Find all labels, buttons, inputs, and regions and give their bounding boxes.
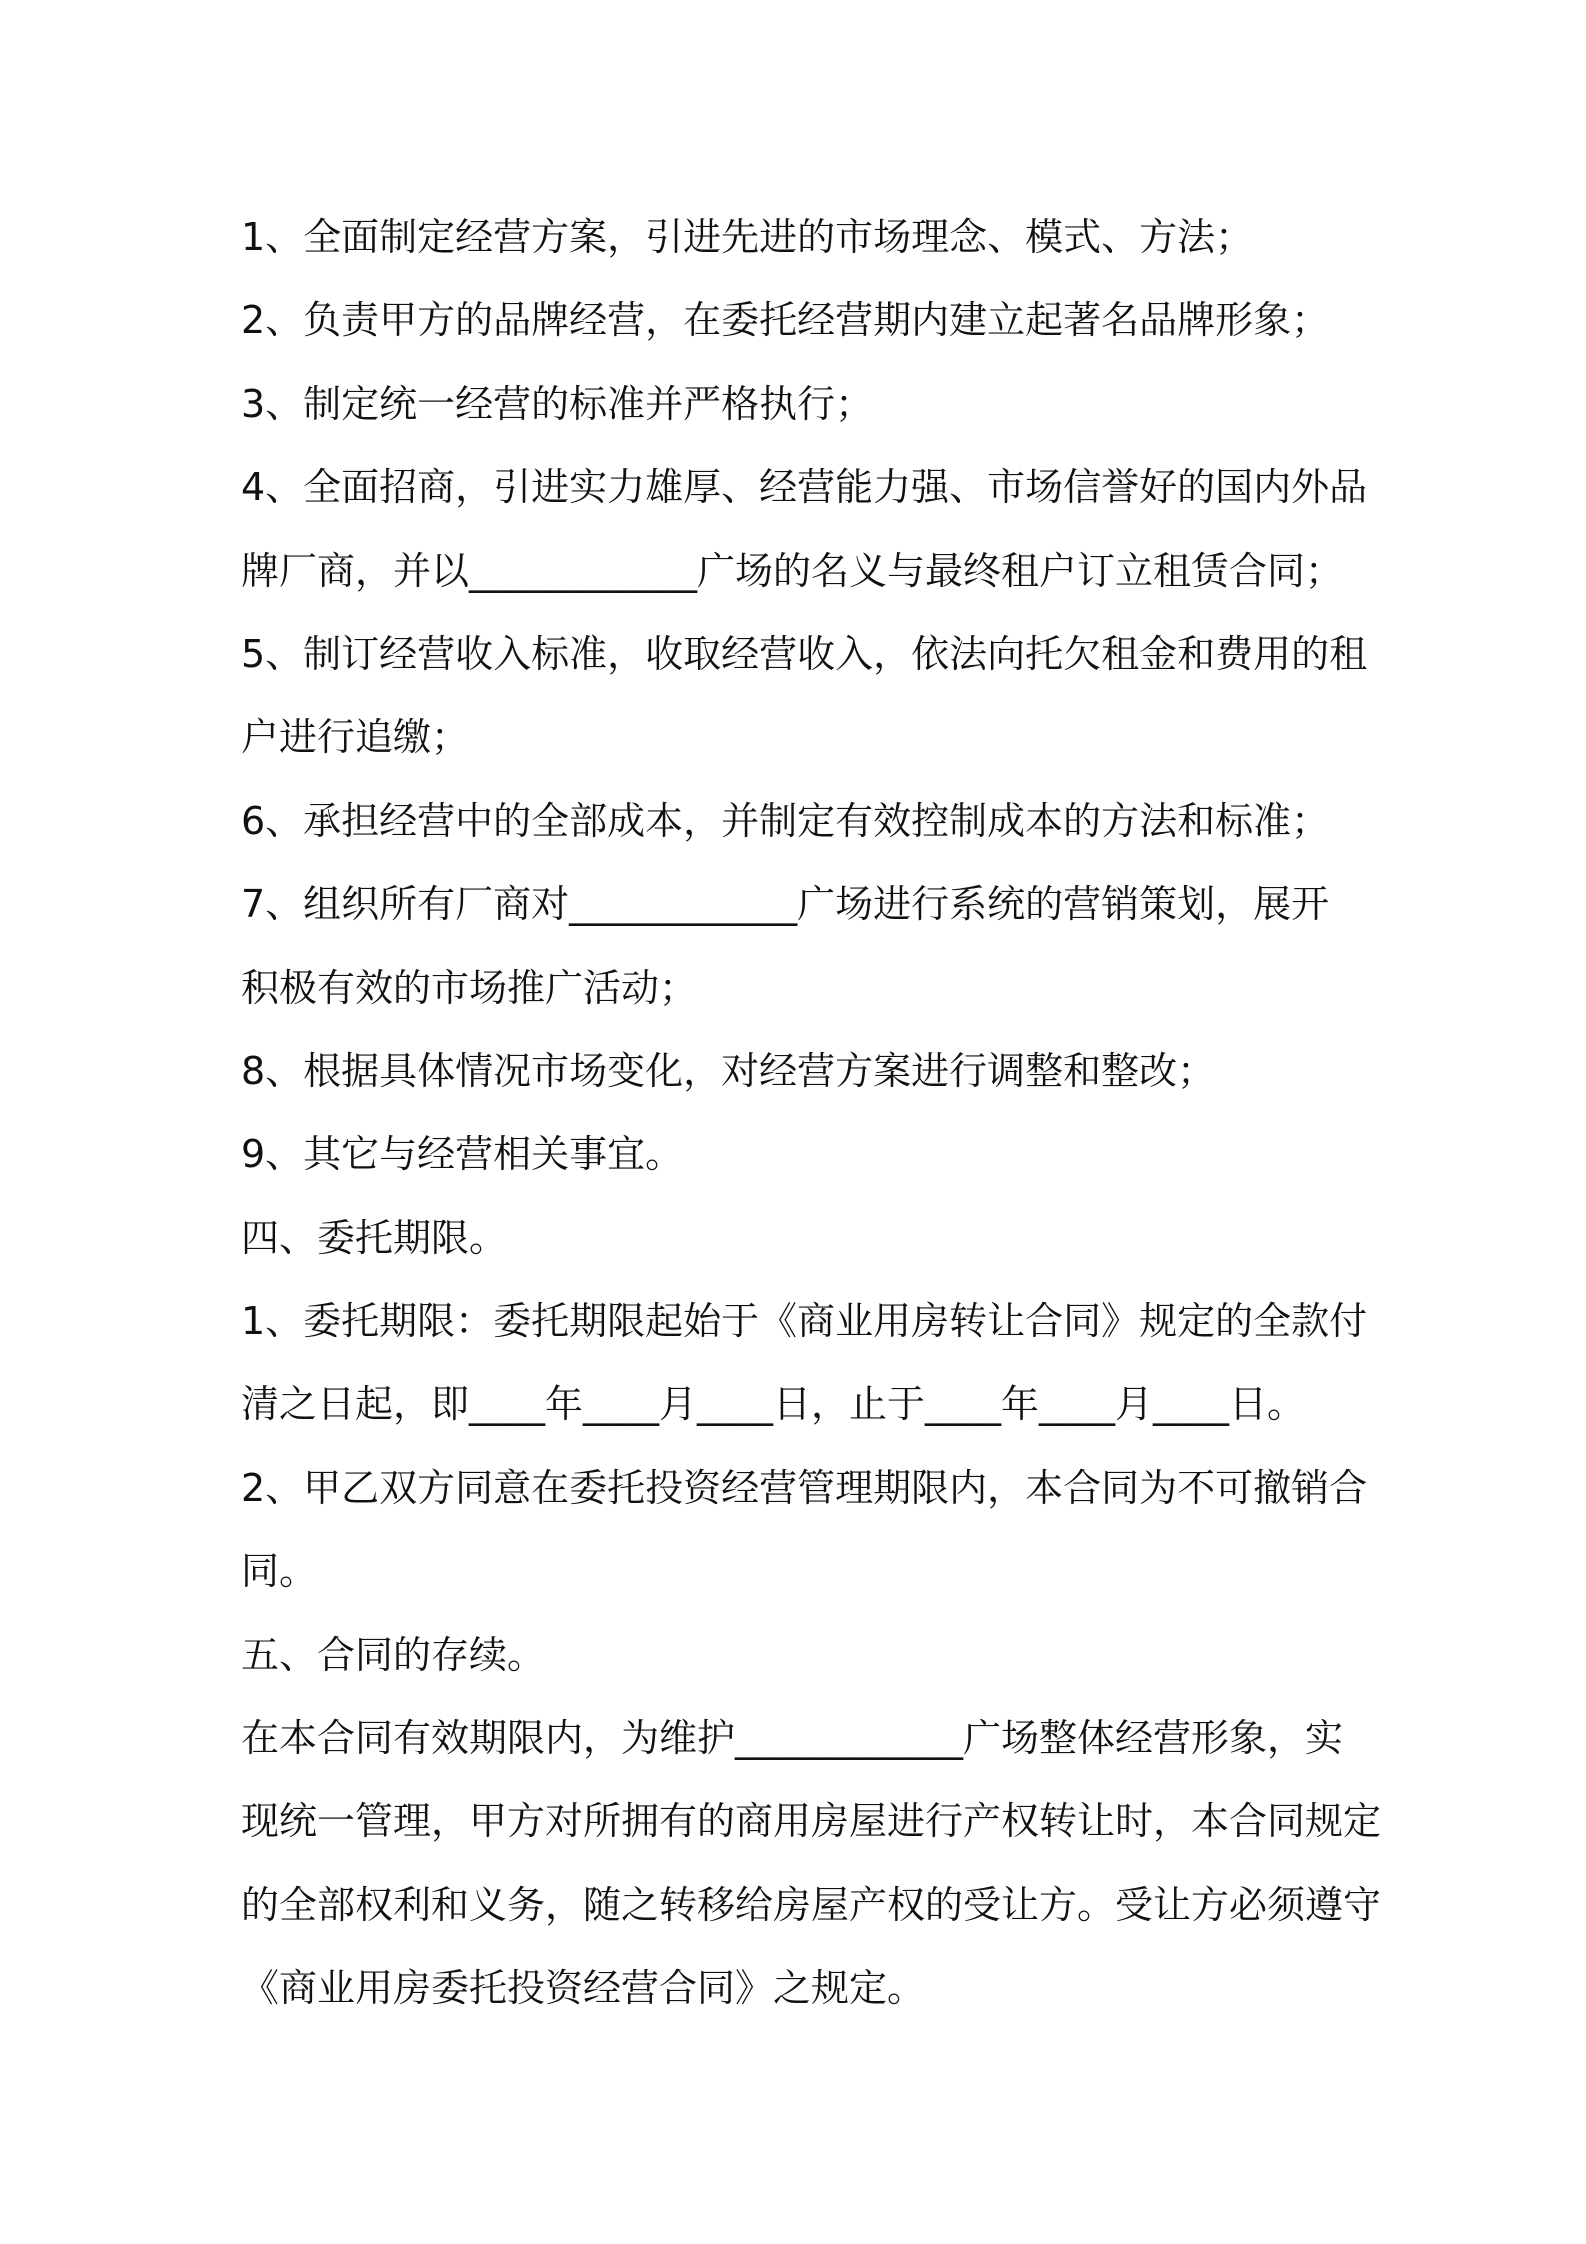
section-heading: 四、委托期限。 [241, 1215, 508, 1260]
text-line: 1、委托期限：委托期限起始于《商业用房转让合同》规定的全款付 [241, 1299, 1368, 1344]
text-line: 2、甲乙双方同意在委托投资经营管理期限内，本合同为不可撤销合 [241, 1465, 1368, 1510]
text-line: 《商业用房委托投资经营合同》之规定。 [241, 1966, 926, 2011]
text-line: 7、组织所有厂商对____________广场进行系统的营销策划，展开 [241, 882, 1330, 927]
text-line: 同。 [241, 1549, 318, 1594]
document-body [241, 196, 1382, 2031]
text-line: 积极有效的市场推广活动； [241, 965, 698, 1010]
text-line: 2、负责甲方的品牌经营，在委托经营期内建立起著名品牌形象； [241, 298, 1330, 343]
text-line: 6、承担经营中的全部成本，并制定有效控制成本的方法和标准； [241, 798, 1330, 843]
text-line: 1、全面制定经营方案，引进先进的市场理念、模式、方法； [241, 215, 1254, 259]
text-line: 清之日起，即____年____月____日，止于____年____月____日。 [241, 1382, 1306, 1427]
text-line: 3、制定统一经营的标准并严格执行； [241, 381, 874, 426]
text-line: 8、根据具体情况市场变化，对经营方案进行调整和整改； [241, 1048, 1216, 1093]
text-line: 在本合同有效期限内，为维护____________广场整体经营形象，实 [241, 1716, 1344, 1761]
section-heading: 五、合同的存续。 [241, 1632, 546, 1677]
text-line: 现统一管理，甲方对所拥有的商用房屋进行产权转让时，本合同规定 [241, 1799, 1382, 1844]
text-line: 户进行追缴； [241, 715, 470, 760]
text-line: 的全部权利和义务，随之转移给房屋产权的受让方。受让方必须遵守 [241, 1882, 1382, 1927]
text-line: 9、其它与经营相关事宜。 [241, 1132, 684, 1177]
text-line: 4、全面招商，引进实力雄厚、经营能力强、市场信誉好的国内外品 [241, 465, 1368, 510]
text-line: 5、制订经营收入标准，收取经营收入，依法向托欠租金和费用的租 [241, 631, 1368, 676]
text-line: 牌厂商，并以____________广场的名义与最终租户订立租赁合同； [241, 548, 1344, 593]
